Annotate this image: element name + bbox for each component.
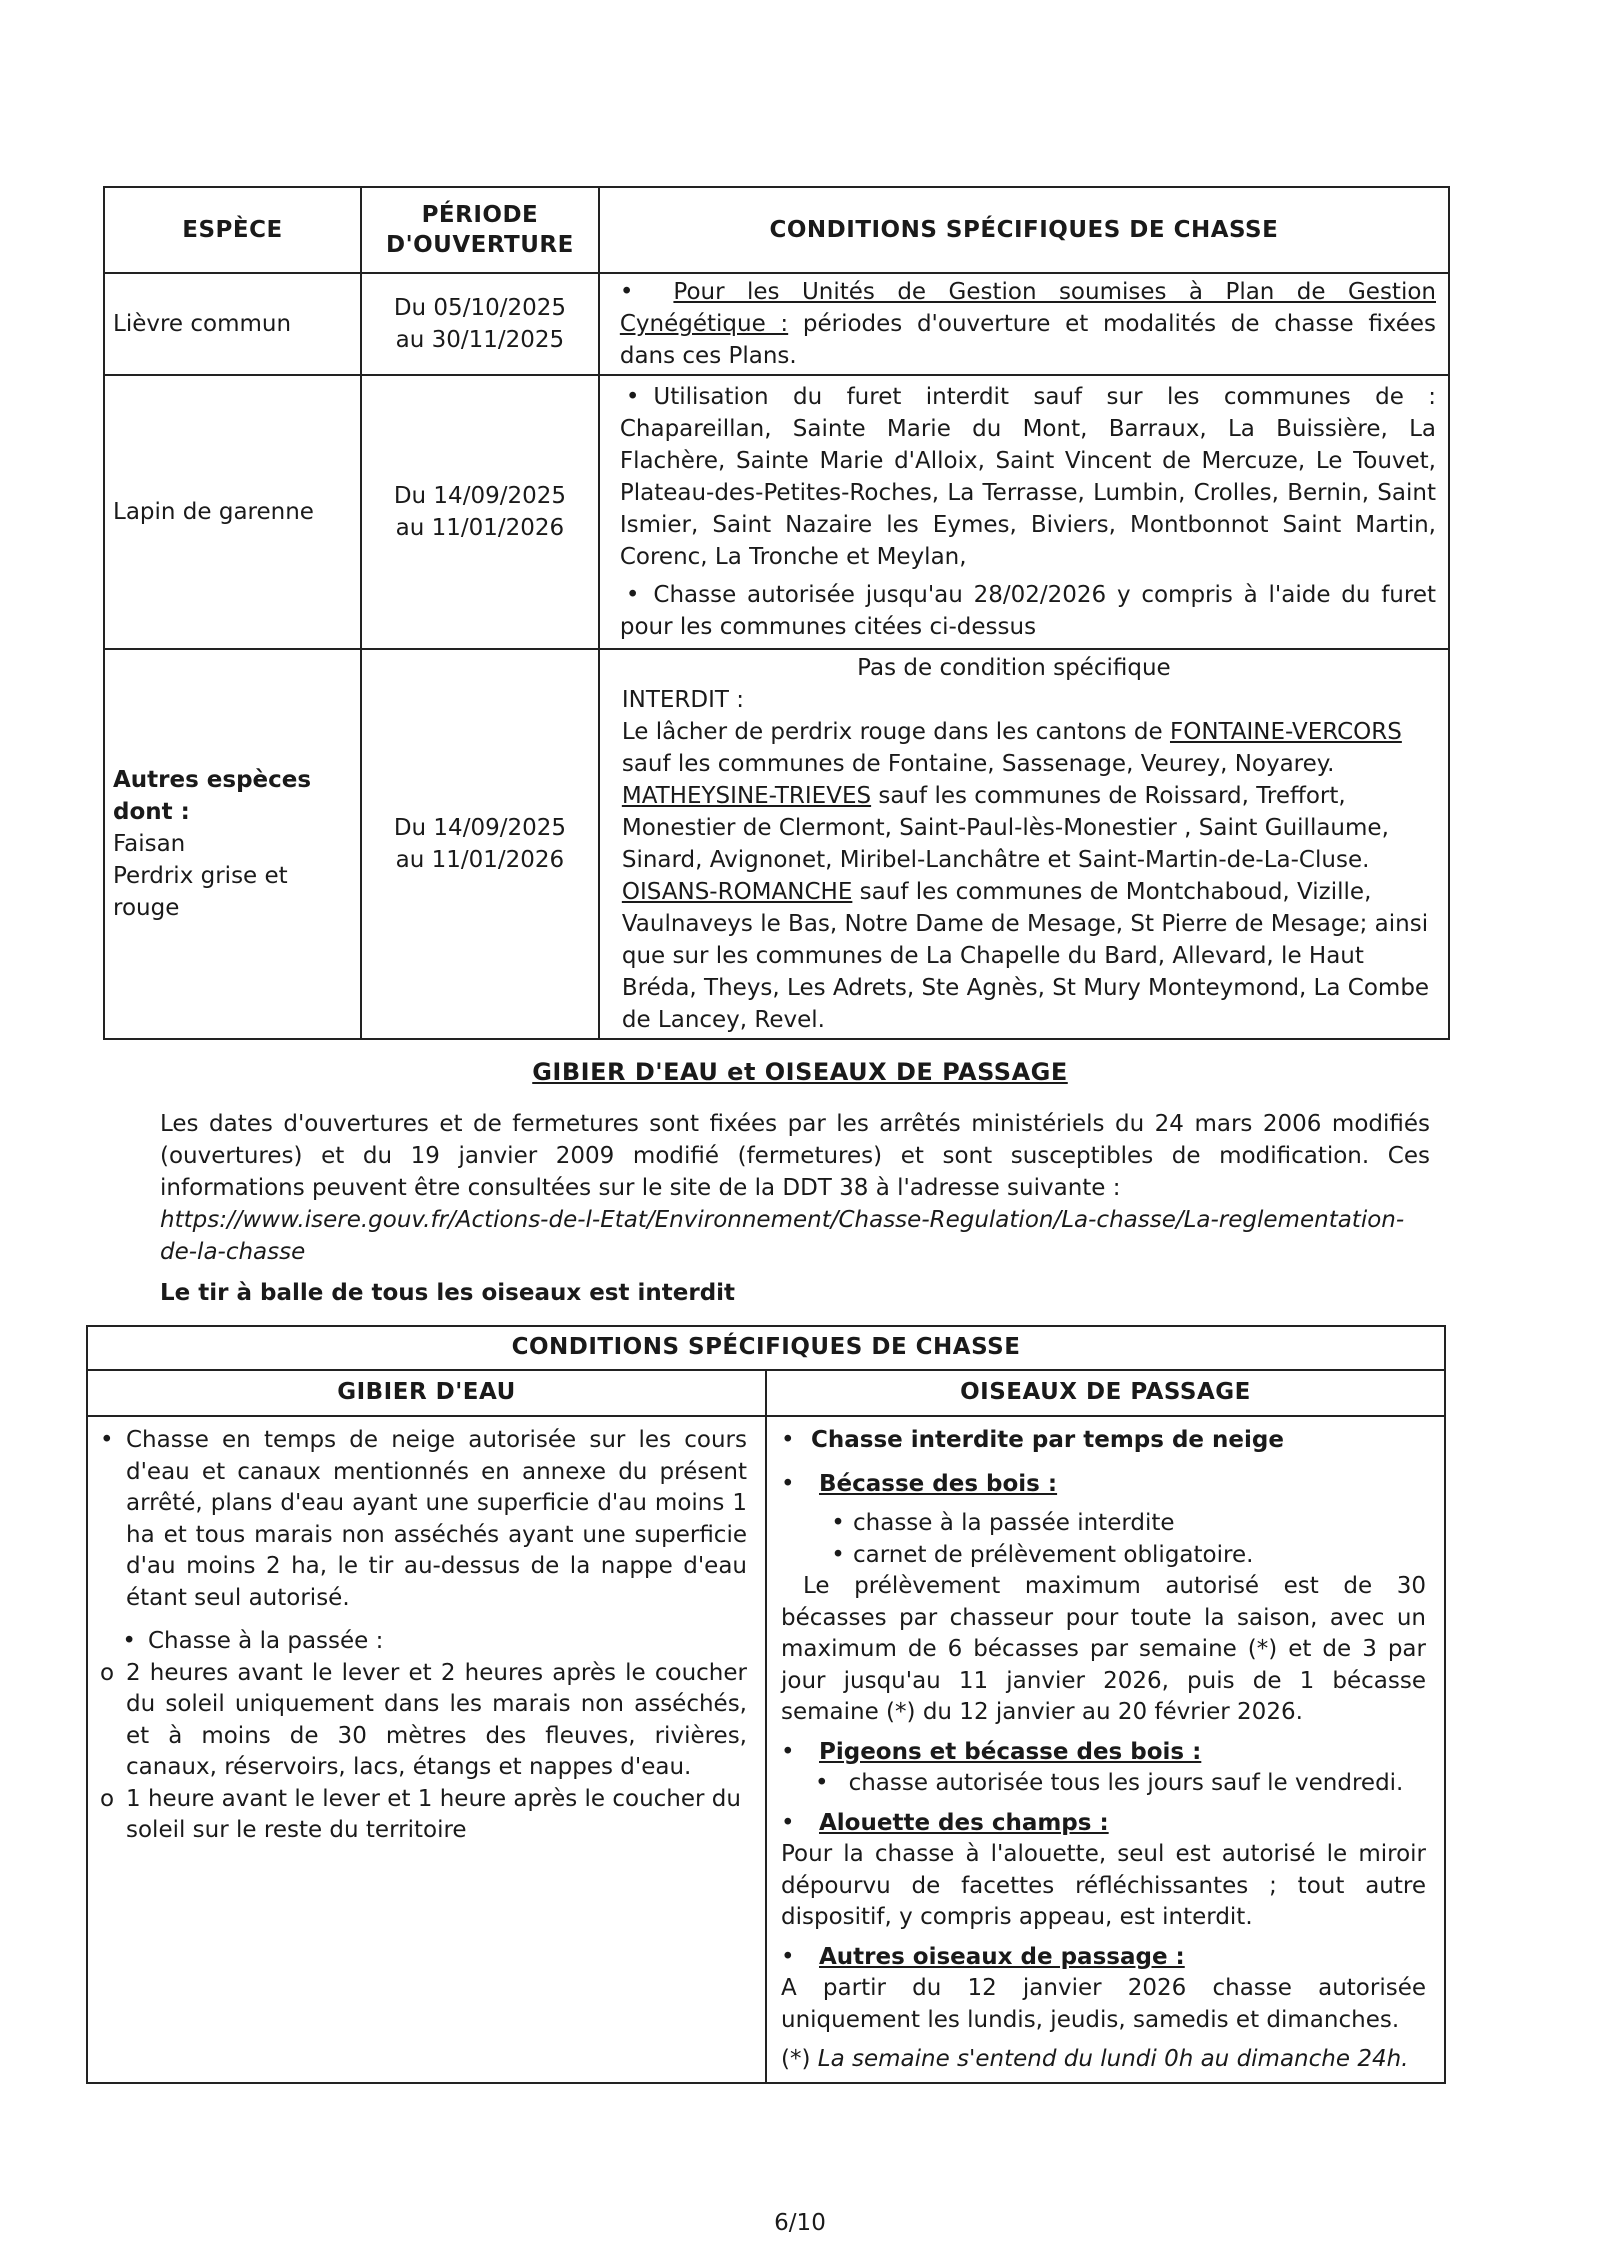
fevrier-text: Chasse autorisée jusqu'au 28/02/2026 y compris à l'aide du furet pour les communes citées ci-dessus	[619, 582, 1436, 640]
footnote-mark: (*)	[781, 2046, 811, 2072]
circle-bullet: o	[100, 1785, 115, 1812]
conditions-table-body	[87, 1416, 1445, 2083]
periode-end: au 11/01/2026	[395, 847, 565, 873]
periode-end: au 11/01/2026	[395, 515, 565, 541]
bullet: •	[625, 384, 640, 410]
species-table-header	[104, 187, 1449, 273]
alouette-title: Alouette des champs :	[819, 1809, 1109, 1836]
periode-start: Du 05/10/2025	[393, 295, 566, 321]
dates-text: Les dates d'ouvertures et de fermetures sont fixées par les arrêtés ministériels du 24 mars 2006 modifiés (ouvertures) et du 19 janvier 2009 modifié (fermetures) et sont susceptibles de modification. Ces informations peuvent être consultées sur le site de la DDT 38 à l'adresse suivante :	[160, 1111, 1430, 1201]
lacher-text-4: sauf les communes de Montchaboud, Vizille, Vaulnaveys le Bas, Notre Dame de Mesage, St Pierre de Mesage; ainsi que sur les communes de La Chapelle du Bard, Allevard, le Haut Bréda, Theys, Les Adrets, Ste Agnès, St Mury Monteymond, La Combe de Lancey, Revel.	[621, 879, 1430, 1033]
canton-matheysine-trieves: MATHEYSINE-TRIEVES	[621, 783, 872, 809]
header-oiseaux-passage: OISEAUX DE PASSAGE	[766, 1370, 1445, 1416]
passee-reste-text: 1 heure avant le lever et 1 heure après le coucher du soleil sur le reste du territoire	[126, 1785, 741, 1843]
spacer	[781, 1729, 1426, 1737]
row-espece: Lièvre commun	[104, 273, 361, 375]
lacher-text-3: sauf les communes de Roissard, Treffort, Monestier de Clermont, Saint-Paul-lès-Monestier , Saint Guillaume, Sinard, Avignonet, Miribel-Lanchâtre et Saint-Martin-de-La-Cluse.	[621, 783, 1389, 873]
spacer	[781, 1500, 1426, 1508]
periode-start: Du 14/09/2025	[393, 483, 566, 509]
ddt-url-link[interactable]: https://www.isere.gouv.fr/Actions-de-l-Etat/Environnement/Chasse-Regulation/La-chasse/La-reglementation-de-la-chasse	[160, 1207, 1405, 1265]
espece-faisan: Faisan	[113, 831, 186, 857]
periode-end: au 30/11/2025	[395, 327, 565, 353]
periode-start: Du 14/09/2025	[393, 815, 566, 841]
header-periode-text: PÉRIODE D'OUVERTURE	[386, 202, 574, 258]
row-periode	[361, 649, 599, 1039]
species-table	[103, 186, 1450, 1040]
row-conditions	[599, 649, 1449, 1039]
bullet: •	[831, 1510, 845, 1536]
conditions-table-title-row	[87, 1326, 1445, 1370]
canton-fontaine-vercors: FONTAINE-VERCORS	[1169, 719, 1402, 745]
spacer	[781, 1934, 1426, 1942]
header-periode	[361, 187, 599, 273]
plan-gestion-rest: périodes d'ouverture et modalités de chasse fixées dans ces Plans.	[619, 311, 1436, 369]
spacer	[781, 1800, 1426, 1808]
oiseaux-passage-column	[766, 1416, 1445, 2083]
list-item	[100, 1425, 747, 1614]
table-row	[104, 375, 1449, 649]
header-gibier-eau: GIBIER D'EAU	[87, 1370, 766, 1416]
alouette-text: Pour la chasse à l'alouette, seul est autorisé le miroir dépourvu de facettes réfléchissantes ; tout autre dispositif, y compris appeau, est interdit.	[781, 1841, 1426, 1930]
tir-balle-note: Le tir à balle de tous les oiseaux est interdit	[160, 1280, 736, 1306]
bullet: •	[122, 1628, 136, 1654]
list-item	[781, 1808, 1426, 1840]
bullet: •	[781, 1427, 795, 1453]
row-conditions	[599, 273, 1449, 375]
interdit-label: INTERDIT :	[621, 687, 744, 713]
list-item	[100, 1658, 747, 1784]
bullet: •	[781, 1943, 795, 1970]
spacer	[100, 1614, 747, 1626]
neige-interdite-text: Chasse interdite par temps de neige	[811, 1427, 1284, 1453]
passee-marais-text: 2 heures avant le lever et 2 heures après le coucher du soleil uniquement dans les marais non asséchés, et à moins de 30 mètres des fleuves, rivières, canaux, réservoirs, lacs, étangs et nappes d'eau.	[126, 1659, 747, 1780]
neige-text: Chasse en temps de neige autorisée sur les cours d'eau et canaux mentionnés en annexe du présent arrêté, plans d'eau ayant une superficie d'au moins 1 ha et tous marais non asséchés ayant une superficie d'au moins 2 ha, le tir au-dessus de la nappe d'eau étant seul autorisé.	[126, 1427, 747, 1611]
becasse-title: Bécasse des bois :	[819, 1470, 1058, 1497]
becasse-carnet-text: carnet de prélèvement obligatoire.	[853, 1541, 1254, 1568]
bullet: •	[100, 1427, 114, 1453]
section-paragraph	[160, 1108, 1430, 1268]
footnote-text: La semaine s'entend du lundi 0h au dimanche 24h.	[810, 2046, 1409, 2072]
row-periode	[361, 375, 599, 649]
conditions-table-title: CONDITIONS SPÉCIFIQUES DE CHASSE	[87, 1326, 1445, 1370]
list-item	[781, 1508, 1426, 1540]
list-item	[100, 1626, 747, 1658]
lacher-text-2: sauf les communes de Fontaine, Sassenage, Veurey, Noyarey.	[621, 751, 1335, 777]
list-item	[781, 1540, 1426, 1572]
conditions-table	[86, 1325, 1446, 2084]
lacher-text: Le lâcher de perdrix rouge dans les cantons de	[621, 719, 1170, 745]
footnote	[781, 2044, 1426, 2076]
bullet: •	[619, 279, 634, 305]
list-item	[100, 1784, 747, 1847]
row-periode	[361, 273, 599, 375]
row-espece	[104, 649, 361, 1039]
bullet: •	[781, 1809, 795, 1836]
bullet: •	[815, 1770, 829, 1796]
autres-especes-label: Autres espèces dont :	[113, 767, 312, 825]
no-condition-text: Pas de condition spécifique	[857, 655, 1171, 681]
list-item	[781, 1942, 1426, 1974]
pigeons-text-block	[781, 1768, 1426, 1800]
row-conditions	[599, 375, 1449, 649]
table-row	[104, 273, 1449, 375]
canton-oisans-romanche: OISANS-ROMANCHE	[621, 879, 853, 905]
circle-bullet: o	[100, 1659, 115, 1686]
header-espece: ESPÈCE	[104, 187, 361, 273]
bullet: •	[781, 1470, 795, 1497]
bullet: •	[781, 1738, 795, 1765]
list-item	[781, 1737, 1426, 1769]
becasse-passee-text: chasse à la passée interdite	[853, 1510, 1175, 1536]
row-espece: Lapin de garenne	[104, 375, 361, 649]
table-row	[104, 649, 1449, 1039]
spacer	[781, 1457, 1426, 1469]
espece-perdrix: Perdrix grise et rouge	[113, 863, 288, 921]
becasse-prelevement-text: Le prélèvement maximum autorisé est de 30 bécasses par chasseur pour toute la saison, avec un maximum de 6 bécasses par semaine (*) et de 3 par jour jusqu'au 11 janvier 2026, puis de 1 bécasse semaine (*) du 12 janvier au 20 février 2026.	[781, 1573, 1426, 1725]
spacer	[781, 2036, 1426, 2044]
list-item	[781, 1469, 1426, 1501]
header-conditions: CONDITIONS SPÉCIFIQUES DE CHASSE	[599, 187, 1449, 273]
furet-text: Utilisation du furet interdit sauf sur les communes de : Chapareillan, Sainte Marie du Mont, Barraux, La Buissière, La Flachère, Sainte Marie d'Alloix, Saint Vincent de Mercuze, Le Touvet, Plateau-des-Petites-Roches, La Terrasse, Lumbin, Crolles, Bernin, Saint Ismier, Saint Nazaire les Eymes, Biviers, Montbonnot Saint Martin, Corenc, La Tronche et Meylan,	[619, 384, 1436, 570]
pigeons-title: Pigeons et bécasse des bois :	[819, 1738, 1202, 1765]
conditions-table-subheader	[87, 1370, 1445, 1416]
list-item	[781, 1425, 1426, 1457]
page-number: 6/10	[774, 2210, 826, 2236]
plan-gestion-text: Pour les Unités de Gestion soumises à Plan de Gestion Cynégétique :	[619, 279, 1436, 337]
gibier-eau-column	[87, 1416, 766, 2083]
section-title: GIBIER D'EAU et OISEAUX DE PASSAGE	[532, 1058, 1068, 1086]
autres-oiseaux-text: A partir du 12 janvier 2026 chasse autorisée uniquement les lundis, jeudis, samedis et dimanches.	[781, 1975, 1426, 2033]
pigeons-text: chasse autorisée tous les jours sauf le vendredi.	[848, 1770, 1404, 1796]
passee-title: Chasse à la passée :	[148, 1628, 384, 1654]
bullet: •	[625, 582, 640, 608]
autres-oiseaux-title: Autres oiseaux de passage :	[819, 1943, 1185, 1970]
bullet: •	[831, 1541, 845, 1568]
